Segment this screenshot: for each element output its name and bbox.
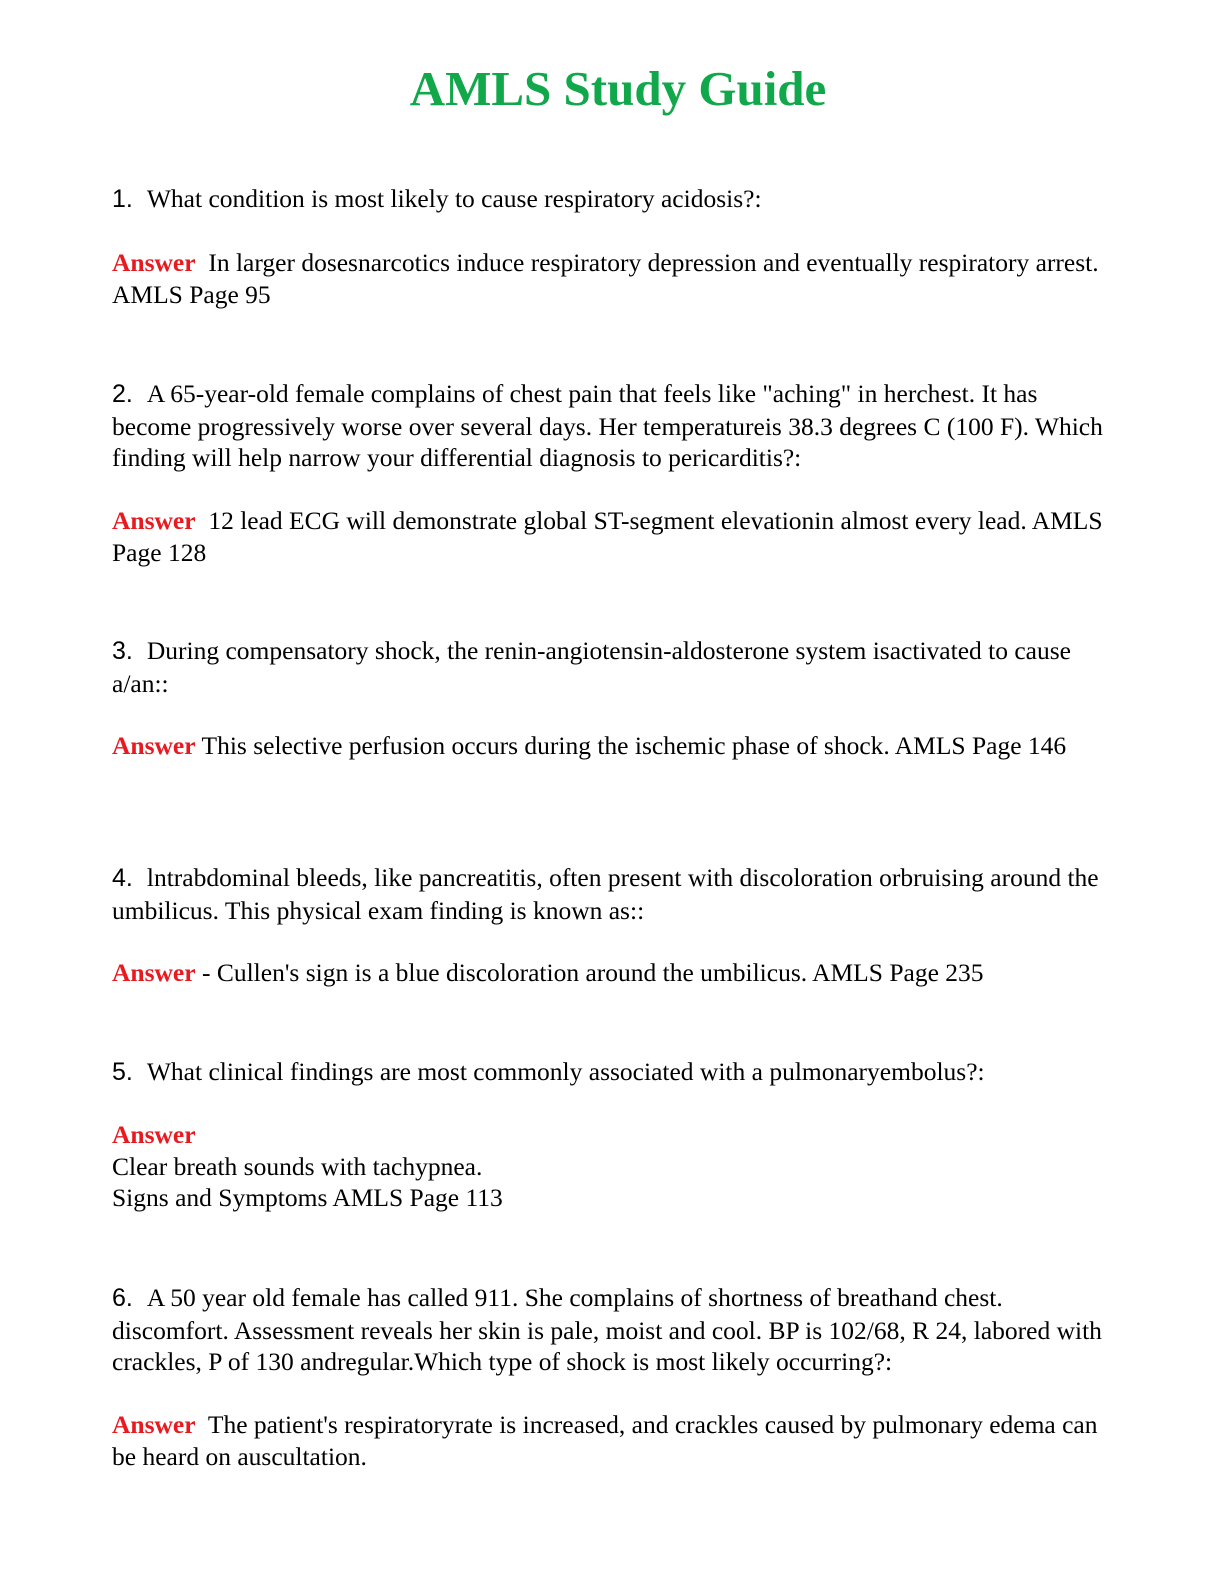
question-text: What condition is most likely to cause respiratory acidosis?:	[146, 184, 762, 213]
question-1	[112, 183, 1122, 216]
question-6	[112, 1282, 1122, 1378]
answer-label: Answer	[112, 958, 196, 987]
question-number: 6.	[112, 1284, 133, 1312]
page-title: AMLS Study Guide	[409, 61, 827, 116]
question-number: 1.	[112, 185, 133, 213]
answer-3	[112, 730, 1122, 762]
answer-text-line-2: Signs and Symptoms AMLS Page 113	[112, 1183, 503, 1212]
question-text: A 65-year-old female complains of chest pain that feels like "aching" in herchest. It has become progressively worse over several days. Her temperatureis 38.3 degrees C (100 F). Which finding will help narrow your differential diagnosis to pericarditis?:	[112, 379, 1103, 472]
answer-label: Answer	[112, 731, 196, 760]
answer-text: The patient's respiratoryrate is increased, and crackles caused by pulmonary edema can be heard on auscultation.	[112, 1410, 1098, 1471]
answer-label: Answer	[112, 1120, 196, 1149]
question-text: lntrabdominal bleeds, like pancreatitis, often present with discoloration orbruising around the umbilicus. This physical exam finding is known as::	[112, 863, 1099, 925]
question-number: 3.	[112, 637, 133, 665]
answer-5	[112, 1119, 1122, 1214]
question-number: 5.	[112, 1058, 133, 1086]
question-number: 2.	[112, 380, 133, 408]
answer-text-line-1: Clear breath sounds with tachypnea.	[112, 1151, 483, 1181]
question-number: 4.	[112, 864, 133, 892]
answer-text: 12 lead ECG will demonstrate global ST-segment elevationin almost every lead. AMLS Page 128	[112, 506, 1103, 567]
question-text: What clinical findings are most commonly associated with a pulmonaryembolus?:	[146, 1057, 985, 1086]
question-2	[112, 378, 1122, 474]
answer-label: Answer	[112, 248, 196, 277]
question-text: During compensatory shock, the renin-angiotensin-aldosterone system isactivated to cause a/an::	[112, 636, 1071, 698]
answer-4	[112, 957, 1122, 989]
answer-text: In larger dosesnarcotics induce respiratory depression and eventually respiratory arrest. AMLS Page 95	[112, 248, 1099, 309]
answer-text: - Cullen's sign is a blue discoloration around the umbilicus. AMLS Page 235	[201, 958, 984, 987]
question-text: A 50 year old female has called 911. She complains of shortness of breathand chest. discomfort. Assessment reveals her skin is pale, moist and cool. BP is 102/68, R 24, labored with crackles, P of 130 andregular.Which type of shock is most likely occurring?:	[112, 1283, 1102, 1376]
answer-1	[112, 247, 1122, 310]
answer-6	[112, 1409, 1122, 1472]
answer-label: Answer	[112, 1410, 196, 1439]
question-3	[112, 635, 1122, 699]
answer-2	[112, 505, 1122, 568]
question-4	[112, 862, 1122, 926]
question-5	[112, 1056, 1122, 1089]
answer-text: This selective perfusion occurs during the ischemic phase of shock. AMLS Page 146	[201, 731, 1067, 760]
answer-label: Answer	[112, 506, 196, 535]
